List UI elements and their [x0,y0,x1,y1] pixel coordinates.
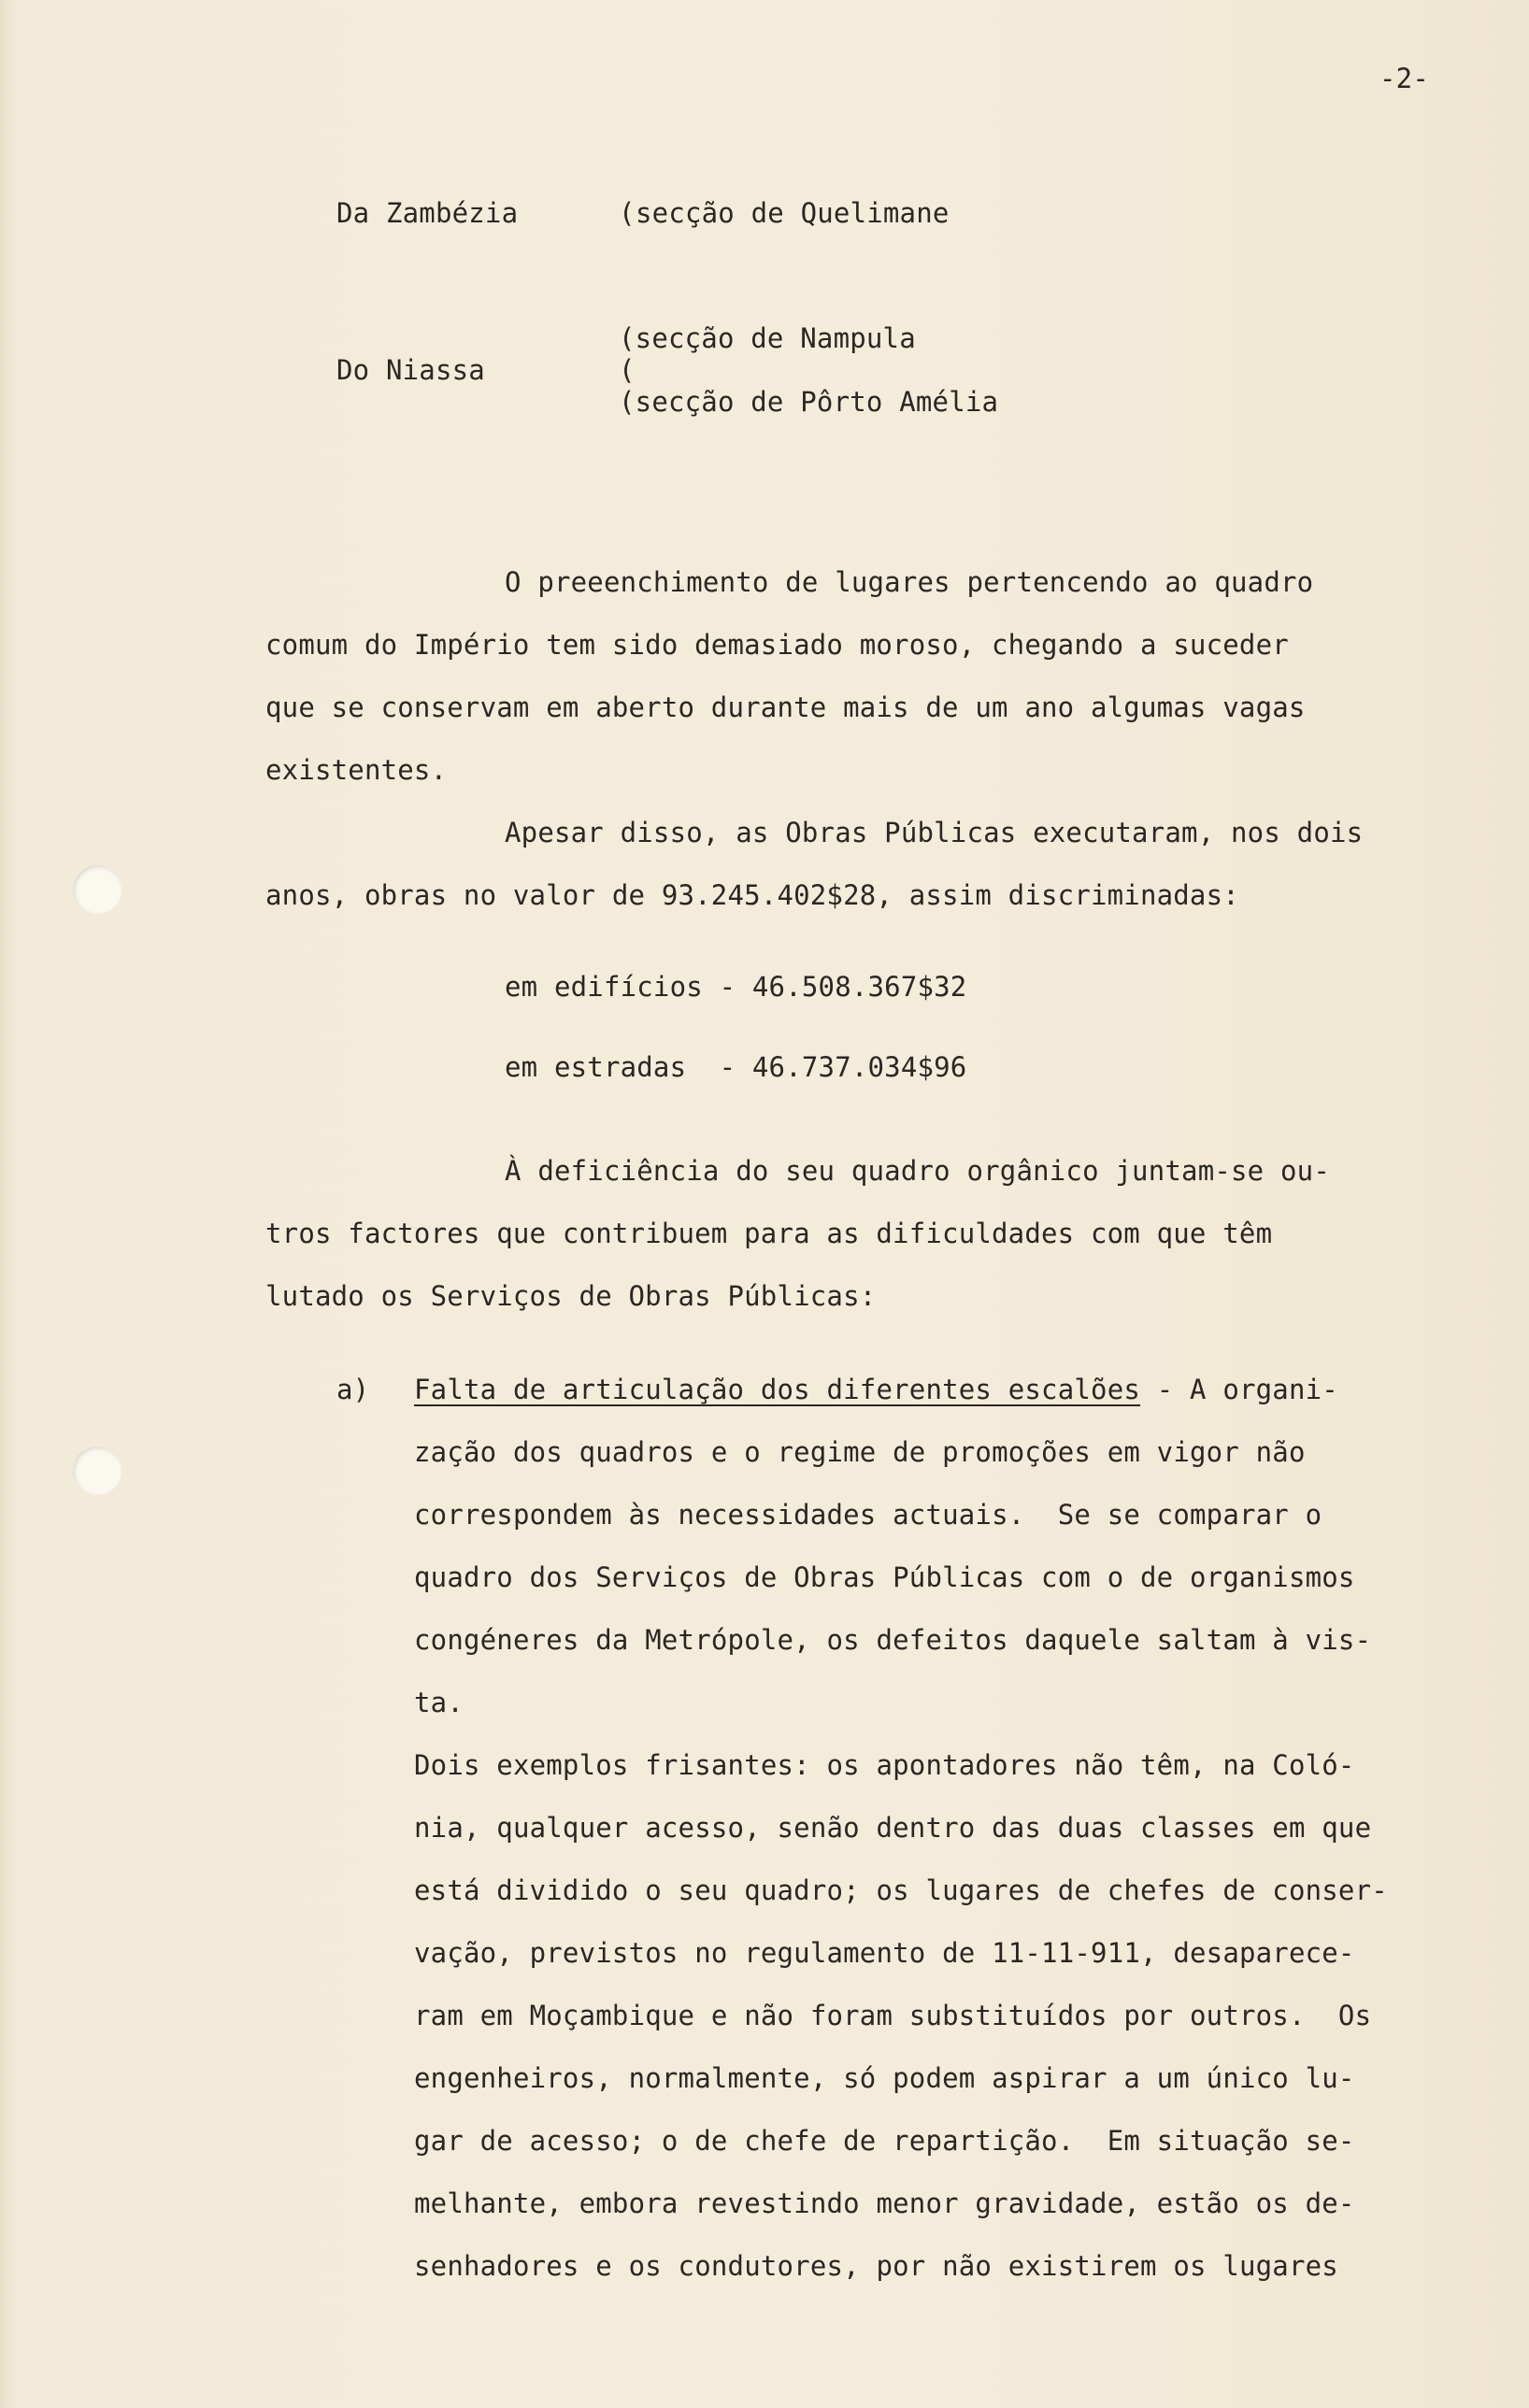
zambezia-brace: ( [619,197,636,229]
item-title: Falta de articulação dos diferentes escalões [414,1374,1141,1405]
item-line: zação dos quadros e o regime de promoções em vigor não [414,1436,1306,1468]
paragraph-line: comum do Império tem sido demasiado moroso, chegando a suceder [265,629,1289,661]
paragraph-line: que se conservam em aberto durante mais de um ano algumas vagas [265,691,1306,723]
item-line: quadro dos Serviços de Obras Públicas com o de organismos [414,1561,1355,1593]
paragraph-line: lutado os Serviços de Obras Públicas: [265,1280,877,1312]
niassa-section-1: (secção de Nampula [619,322,916,354]
paragraph-line: melhante, embora revestindo menor gravidade, estão os de- [414,2187,1355,2219]
paragraph-line: tros factores que contribuem para as dificuldades com que têm [265,1218,1273,1249]
paragraph-line: senhadores e os condutores, por não existirem os lugares [414,2250,1338,2282]
paragraph-line: À deficiência do seu quadro orgânico juntam-se ou- [505,1155,1330,1187]
item-marker: a) [336,1374,370,1405]
paragraph-line: anos, obras no valor de 93.245.402$28, assim discriminadas: [265,879,1239,911]
page-number: -2- [1379,63,1429,94]
niassa-section-2: (secção de Pôrto Amélia [619,386,999,418]
paragraph-line: vação, previstos no regulamento de 11-11-911, desaparece- [414,1937,1355,1969]
niassa-name: Do Niassa [336,354,485,386]
paragraph-line: ram em Moçambique e não foram substituídos por outros. Os [414,2000,1372,2031]
niassa-brace: ( [619,354,636,386]
zambezia-name: Da Zambézia [336,197,519,229]
item-line: correspondem às necessidades actuais. Se se comparar o [414,1499,1322,1531]
punch-hole [73,1446,121,1495]
punch-hole [73,865,121,914]
zambezia-section: secção de Quelimane [636,197,950,229]
paragraph-line: nia, qualquer acesso, senão dentro das duas classes em que [414,1812,1372,1844]
item-title-rest: - A organi- [1140,1374,1338,1405]
paragraph-line: está dividido o seu quadro; os lugares de chefes de conser- [414,1874,1388,1906]
figure-edificios: em edifícios - 46.508.367$32 [505,971,967,1003]
figure-estradas: em estradas - 46.737.034$96 [505,1051,967,1083]
paragraph-line: gar de acesso; o de chefe de repartição. Em situação se- [414,2125,1355,2157]
paragraph-line: Apesar disso, as Obras Públicas executaram, nos dois [505,817,1364,848]
paragraph-line: O preeenchimento de lugares pertencendo ao quadro [505,566,1314,598]
paragraph-line: engenheiros, normalmente, só podem aspirar a um único lu- [414,2062,1355,2094]
item-title-line [414,1373,1338,1406]
item-line: ta. [414,1687,464,1718]
paragraph-line: existentes. [265,754,448,786]
item-line: congéneres da Metrópole, os defeitos daquele saltam à vis- [414,1624,1372,1656]
paragraph-line: Dois exemplos frisantes: os apontadores não têm, na Coló- [414,1749,1355,1781]
